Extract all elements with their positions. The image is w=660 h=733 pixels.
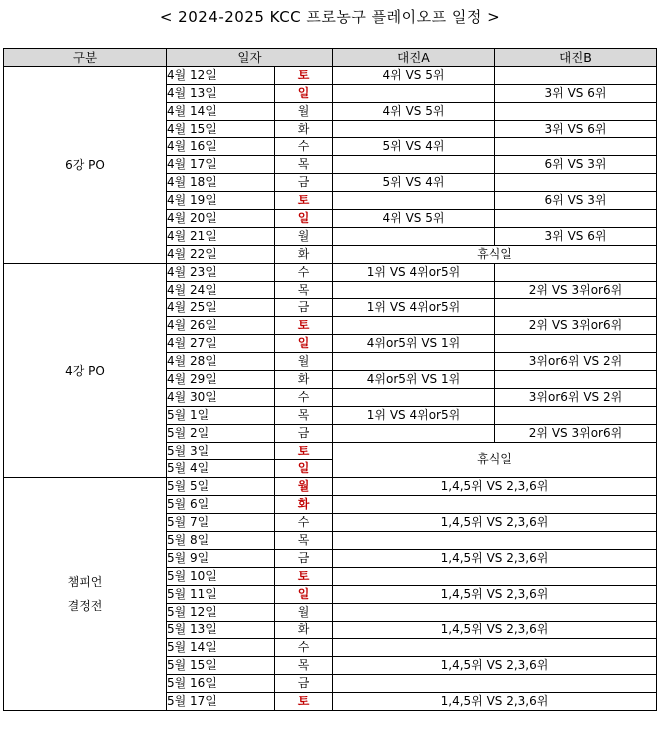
match-b-cell <box>495 371 657 389</box>
weekday-cell: 월 <box>275 227 333 245</box>
match-a-cell <box>333 424 495 442</box>
date-cell: 5월 2일 <box>167 424 275 442</box>
match-b-cell: 3위or6위 VS 2위 <box>495 388 657 406</box>
date-cell: 4월 21일 <box>167 227 275 245</box>
schedule-body <box>4 66 657 710</box>
match-b-cell <box>495 335 657 353</box>
weekday-cell: 월 <box>275 478 333 496</box>
final-match-cell: 1,4,5위 VS 2,3,6위 <box>333 657 657 675</box>
category-label: 4강 PO <box>65 363 105 378</box>
match-b-cell: 2위 VS 3위or6위 <box>495 281 657 299</box>
match-a-cell: 5위 VS 4위 <box>333 138 495 156</box>
match-b-cell: 3위or6위 VS 2위 <box>495 353 657 371</box>
date-cell: 4월 19일 <box>167 192 275 210</box>
date-cell: 4월 20일 <box>167 210 275 228</box>
final-match-cell: 1,4,5위 VS 2,3,6위 <box>333 478 657 496</box>
header-row <box>4 49 657 67</box>
weekday-cell: 금 <box>275 675 333 693</box>
weekday-cell: 월 <box>275 603 333 621</box>
category-cell <box>4 263 167 478</box>
match-b-cell: 3위 VS 6위 <box>495 120 657 138</box>
date-cell: 5월 14일 <box>167 639 275 657</box>
weekday-cell: 목 <box>275 657 333 675</box>
match-b-cell: 6위 VS 3위 <box>495 156 657 174</box>
date-cell: 4월 30일 <box>167 388 275 406</box>
weekday-cell: 일 <box>275 460 333 478</box>
match-a-cell: 1위 VS 4위or5위 <box>333 299 495 317</box>
match-a-cell <box>333 317 495 335</box>
match-b-cell: 2위 VS 3위or6위 <box>495 317 657 335</box>
match-a-cell: 4위 VS 5위 <box>333 210 495 228</box>
date-cell: 5월 1일 <box>167 406 275 424</box>
final-match-cell: 1,4,5위 VS 2,3,6위 <box>333 693 657 711</box>
weekday-cell: 수 <box>275 639 333 657</box>
category-label: 챔피언 <box>67 575 103 590</box>
weekday-cell: 목 <box>275 532 333 550</box>
date-cell: 4월 17일 <box>167 156 275 174</box>
date-cell: 5월 3일 <box>167 442 275 460</box>
weekday-cell: 수 <box>275 388 333 406</box>
match-a-cell <box>333 281 495 299</box>
weekday-cell: 토 <box>275 192 333 210</box>
weekday-cell: 수 <box>275 263 333 281</box>
playoff-schedule-table <box>3 48 657 711</box>
final-match-cell <box>333 675 657 693</box>
weekday-cell: 월 <box>275 102 333 120</box>
category-cell <box>4 66 167 263</box>
weekday-cell: 일 <box>275 335 333 353</box>
date-cell: 5월 6일 <box>167 496 275 514</box>
date-cell: 5월 15일 <box>167 657 275 675</box>
final-match-cell <box>333 603 657 621</box>
date-cell: 4월 27일 <box>167 335 275 353</box>
header-date: 일자 <box>167 49 333 67</box>
match-a-cell: 4위 VS 5위 <box>333 66 495 84</box>
match-a-cell: 4위 VS 5위 <box>333 102 495 120</box>
match-b-cell: 3위 VS 6위 <box>495 227 657 245</box>
weekday-cell: 목 <box>275 406 333 424</box>
final-match-cell: 1,4,5위 VS 2,3,6위 <box>333 549 657 567</box>
weekday-cell: 토 <box>275 567 333 585</box>
category-label: 결정전 <box>67 599 103 614</box>
weekday-cell: 일 <box>275 585 333 603</box>
weekday-cell: 화 <box>275 496 333 514</box>
date-cell: 5월 7일 <box>167 514 275 532</box>
match-a-cell <box>333 353 495 371</box>
rest-day-cell: 휴식일 <box>333 442 657 478</box>
final-match-cell: 1,4,5위 VS 2,3,6위 <box>333 514 657 532</box>
category-cell <box>4 478 167 711</box>
date-cell: 4월 18일 <box>167 174 275 192</box>
weekday-cell: 화 <box>275 120 333 138</box>
weekday-cell: 화 <box>275 371 333 389</box>
match-a-cell <box>333 84 495 102</box>
weekday-cell: 금 <box>275 174 333 192</box>
weekday-cell: 수 <box>275 138 333 156</box>
date-cell: 4월 24일 <box>167 281 275 299</box>
date-cell: 4월 15일 <box>167 120 275 138</box>
date-cell: 5월 5일 <box>167 478 275 496</box>
date-cell: 5월 13일 <box>167 621 275 639</box>
schedule-row <box>4 478 657 496</box>
weekday-cell: 목 <box>275 281 333 299</box>
final-match-cell <box>333 567 657 585</box>
match-b-cell: 3위 VS 6위 <box>495 84 657 102</box>
final-match-cell: 1,4,5위 VS 2,3,6위 <box>333 585 657 603</box>
match-a-cell <box>333 227 495 245</box>
header-match-b: 대진B <box>495 49 657 67</box>
date-cell: 5월 10일 <box>167 567 275 585</box>
match-a-cell <box>333 192 495 210</box>
weekday-cell: 금 <box>275 549 333 567</box>
weekday-cell: 토 <box>275 317 333 335</box>
match-b-cell <box>495 406 657 424</box>
rest-day-cell: 휴식일 <box>333 245 657 263</box>
match-a-cell: 4위or5위 VS 1위 <box>333 335 495 353</box>
match-a-cell <box>333 120 495 138</box>
match-b-cell: 6위 VS 3위 <box>495 192 657 210</box>
weekday-cell: 일 <box>275 210 333 228</box>
category-label: 6강 PO <box>65 157 105 172</box>
date-cell: 5월 8일 <box>167 532 275 550</box>
weekday-cell: 토 <box>275 442 333 460</box>
match-a-cell <box>333 388 495 406</box>
weekday-cell: 화 <box>275 621 333 639</box>
weekday-cell: 금 <box>275 424 333 442</box>
date-cell: 5월 16일 <box>167 675 275 693</box>
final-match-cell: 1,4,5위 VS 2,3,6위 <box>333 621 657 639</box>
date-cell: 4월 28일 <box>167 353 275 371</box>
match-b-cell <box>495 66 657 84</box>
match-b-cell: 2위 VS 3위or6위 <box>495 424 657 442</box>
header-category: 구분 <box>4 49 167 67</box>
final-match-cell <box>333 639 657 657</box>
final-match-cell <box>333 496 657 514</box>
match-a-cell: 4위or5위 VS 1위 <box>333 371 495 389</box>
match-b-cell <box>495 263 657 281</box>
date-cell: 4월 16일 <box>167 138 275 156</box>
date-cell: 5월 4일 <box>167 460 275 478</box>
weekday-cell: 금 <box>275 299 333 317</box>
match-a-cell <box>333 156 495 174</box>
weekday-cell: 목 <box>275 156 333 174</box>
date-cell: 4월 14일 <box>167 102 275 120</box>
weekday-cell: 화 <box>275 245 333 263</box>
date-cell: 4월 25일 <box>167 299 275 317</box>
weekday-cell: 토 <box>275 693 333 711</box>
date-cell: 5월 11일 <box>167 585 275 603</box>
match-b-cell <box>495 299 657 317</box>
date-cell: 5월 12일 <box>167 603 275 621</box>
date-cell: 5월 17일 <box>167 693 275 711</box>
match-a-cell: 5위 VS 4위 <box>333 174 495 192</box>
match-a-cell: 1위 VS 4위or5위 <box>333 263 495 281</box>
final-match-cell <box>333 532 657 550</box>
page-title: < 2024-2025 KCC 프로농구 플레이오프 일정 > <box>159 8 501 26</box>
weekday-cell: 일 <box>275 84 333 102</box>
weekday-cell: 토 <box>275 66 333 84</box>
date-cell: 4월 23일 <box>167 263 275 281</box>
match-b-cell <box>495 174 657 192</box>
weekday-cell: 월 <box>275 353 333 371</box>
match-b-cell <box>495 102 657 120</box>
date-cell: 4월 26일 <box>167 317 275 335</box>
weekday-cell: 수 <box>275 514 333 532</box>
date-cell: 4월 13일 <box>167 84 275 102</box>
schedule-row <box>4 66 657 84</box>
match-b-cell <box>495 138 657 156</box>
date-cell: 4월 29일 <box>167 371 275 389</box>
schedule-row <box>4 263 657 281</box>
header-match-a: 대진A <box>333 49 495 67</box>
date-cell: 4월 12일 <box>167 66 275 84</box>
match-b-cell <box>495 210 657 228</box>
date-cell: 4월 22일 <box>167 245 275 263</box>
date-cell: 5월 9일 <box>167 549 275 567</box>
match-a-cell: 1위 VS 4위or5위 <box>333 406 495 424</box>
